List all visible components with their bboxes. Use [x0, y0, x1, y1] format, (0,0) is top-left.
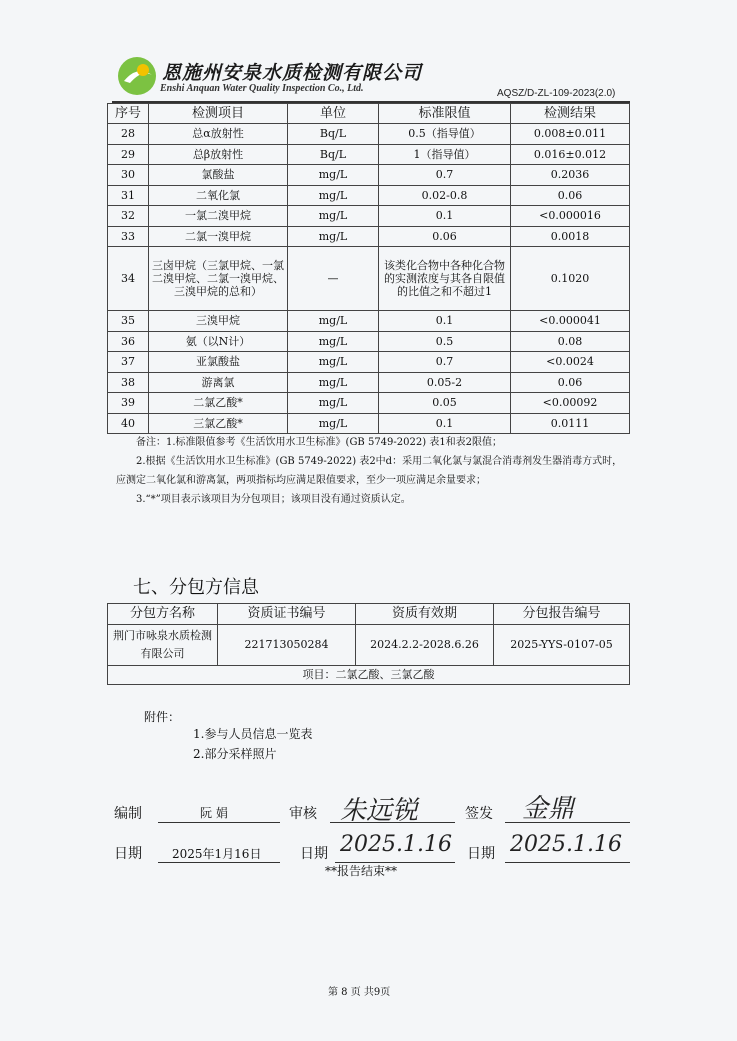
note-2: 2.根据《生活饮用水卫生标准》(GB 5749-2022) 表2中d：采用二氧化氯与氯混合消毒剂发生器消毒方式时，应测定二氧化氯和游离氯，两项指标均应满足限值要求，至少一项应满足余量要求；	[116, 456, 623, 486]
col-header-limit: 标准限值	[379, 104, 511, 124]
date-label: 日期	[114, 846, 142, 862]
col-header-no: 序号	[108, 104, 149, 124]
cell-item: 亚氯酸盐	[149, 352, 288, 373]
cell-unit: mg/L	[288, 206, 379, 227]
prepared-date: 2025年1月16日	[172, 847, 262, 861]
cell-no: 35	[108, 311, 149, 332]
review-signature: 朱远锐	[340, 796, 419, 826]
cell-limit: 该类化合物中各种化合物的实测浓度与其各自限值的比值之和不超过1	[379, 247, 511, 311]
cell-limit: 0.7	[379, 165, 511, 186]
prepared-label: 编制	[114, 806, 142, 822]
cell-item: 游离氯	[149, 372, 288, 393]
cell-sub-items: 项目：二氯乙酸、三氯乙酸	[108, 666, 630, 685]
approve-label: 签发	[465, 806, 493, 822]
cell-unit: mg/L	[288, 372, 379, 393]
document-code: AQSZ/D-ZL-109-2023(2.0)	[497, 88, 616, 99]
cell-unit: mg/L	[288, 165, 379, 186]
table-row	[108, 625, 630, 666]
col-header-item: 检测项目	[149, 104, 288, 124]
cell-unit: mg/L	[288, 413, 379, 434]
cell-item: 总α放射性	[149, 124, 288, 145]
report-end: **报告结束**	[325, 864, 398, 878]
cell-result: <0.00092	[511, 393, 630, 414]
attachment-item: 2.部分采样照片	[193, 747, 277, 761]
cell-unit: Bq/L	[288, 124, 379, 145]
cell-limit: 0.1	[379, 311, 511, 332]
cell-unit: Bq/L	[288, 144, 379, 165]
table-row	[108, 247, 630, 311]
cell-result: 0.0111	[511, 413, 630, 434]
table-header-row	[108, 104, 630, 124]
cell-limit: 0.5（指导值）	[379, 124, 511, 145]
col-header-sub-name: 分包方名称	[108, 604, 218, 625]
date-label: 日期	[467, 846, 495, 862]
table-row	[108, 185, 630, 206]
cell-report-no: 2025-YYS-0107-05	[494, 625, 630, 666]
cell-item: 氨（以N计）	[149, 331, 288, 352]
cell-result: 0.008±0.011	[511, 124, 630, 145]
cell-limit: 0.05-2	[379, 372, 511, 393]
cell-limit: 0.1	[379, 206, 511, 227]
table-row	[108, 393, 630, 414]
company-name-cn: 恩施州安泉水质检测有限公司	[162, 62, 423, 84]
cell-no: 30	[108, 165, 149, 186]
attachment-item: 1.参与人员信息一览表	[193, 727, 313, 741]
page-number: 第 8 页 共9页	[328, 987, 391, 998]
col-header-validity: 资质有效期	[356, 604, 494, 625]
cell-result: 0.0018	[511, 226, 630, 247]
cell-unit: mg/L	[288, 311, 379, 332]
cell-result: <0.0024	[511, 352, 630, 373]
cell-item: 二氧化氯	[149, 185, 288, 206]
company-name-en: Enshi Anquan Water Quality Inspection Co., Ltd.	[160, 83, 364, 94]
cell-unit: mg/L	[288, 393, 379, 414]
cell-result: 0.08	[511, 331, 630, 352]
cell-limit: 0.1	[379, 413, 511, 434]
cell-result: <0.000041	[511, 311, 630, 332]
attachments-list	[193, 724, 312, 764]
table-row	[108, 413, 630, 434]
table-row	[108, 206, 630, 227]
cell-no: 31	[108, 185, 149, 206]
prepared-date-line	[158, 862, 280, 863]
review-date: 2025.1.16	[340, 832, 452, 857]
cell-limit: 0.5	[379, 331, 511, 352]
table-row	[108, 165, 630, 186]
cell-item: 三溴甲烷	[149, 311, 288, 332]
section-title: 七、分包方信息	[133, 577, 259, 598]
cell-no: 37	[108, 352, 149, 373]
table-row	[108, 372, 630, 393]
cell-result: 0.2036	[511, 165, 630, 186]
cell-item: 二氯乙酸*	[149, 393, 288, 414]
date-label: 日期	[300, 846, 328, 862]
cell-result: 0.06	[511, 372, 630, 393]
cell-result: 0.1020	[511, 247, 630, 311]
table-header-row	[108, 604, 630, 625]
results-table	[107, 103, 630, 434]
table-row	[108, 124, 630, 145]
cell-limit: 0.7	[379, 352, 511, 373]
cell-unit: —	[288, 247, 379, 311]
cell-item: 氯酸盐	[149, 165, 288, 186]
col-header-cert-no: 资质证书编号	[218, 604, 356, 625]
cell-no: 40	[108, 413, 149, 434]
cell-limit: 0.05	[379, 393, 511, 414]
cell-unit: mg/L	[288, 331, 379, 352]
cell-no: 34	[108, 247, 149, 311]
cell-cert-no: 221713050284	[218, 625, 356, 666]
table-row	[108, 144, 630, 165]
approve-date: 2025.1.16	[510, 832, 622, 857]
approve-date-line	[505, 862, 630, 863]
cell-no: 39	[108, 393, 149, 414]
prepared-line	[158, 822, 280, 823]
table-row	[108, 226, 630, 247]
cell-item: 二氯一溴甲烷	[149, 226, 288, 247]
cell-no: 32	[108, 206, 149, 227]
cell-no: 28	[108, 124, 149, 145]
cell-item: 一氯二溴甲烷	[149, 206, 288, 227]
table-row	[108, 331, 630, 352]
notes-block	[116, 433, 628, 509]
cell-limit: 1（指导值）	[379, 144, 511, 165]
cell-no: 29	[108, 144, 149, 165]
prepared-name: 阮 娟	[200, 806, 228, 820]
col-header-result: 检测结果	[511, 104, 630, 124]
note-3: 3.“*”项目表示该项目为分包项目；该项目没有通过资质认定。	[136, 494, 411, 505]
col-header-report-no: 分包报告编号	[494, 604, 630, 625]
cell-no: 38	[108, 372, 149, 393]
note-1: 备注：1.标准限值参考《生活饮用水卫生标准》(GB 5749-2022) 表1和表2限值；	[136, 437, 503, 448]
cell-validity: 2024.2.2-2028.6.26	[356, 625, 494, 666]
table-row	[108, 666, 630, 685]
cell-item: 三氯乙酸*	[149, 413, 288, 434]
col-header-unit: 单位	[288, 104, 379, 124]
approve-line	[505, 822, 630, 823]
cell-limit: 0.06	[379, 226, 511, 247]
cell-unit: mg/L	[288, 226, 379, 247]
cell-sub-name: 荆门市咏泉水质检测有限公司	[108, 625, 218, 666]
cell-limit: 0.02-0.8	[379, 185, 511, 206]
subcontractor-table	[107, 603, 630, 685]
table-row	[108, 311, 630, 332]
cell-unit: mg/L	[288, 352, 379, 373]
cell-result: <0.000016	[511, 206, 630, 227]
table-row	[108, 352, 630, 373]
company-logo-icon	[116, 55, 158, 97]
cell-item: 总β放射性	[149, 144, 288, 165]
attachments-label: 附件：	[144, 710, 181, 724]
approve-signature: 金鼎	[522, 794, 575, 824]
cell-unit: mg/L	[288, 185, 379, 206]
cell-result: 0.016±0.012	[511, 144, 630, 165]
review-label: 审核	[289, 806, 317, 822]
review-line	[330, 822, 455, 823]
cell-result: 0.06	[511, 185, 630, 206]
cell-item: 三卤甲烷（三氯甲烷、一氯二溴甲烷、二氯一溴甲烷、三溴甲烷的总和）	[149, 247, 288, 311]
cell-no: 33	[108, 226, 149, 247]
cell-no: 36	[108, 331, 149, 352]
